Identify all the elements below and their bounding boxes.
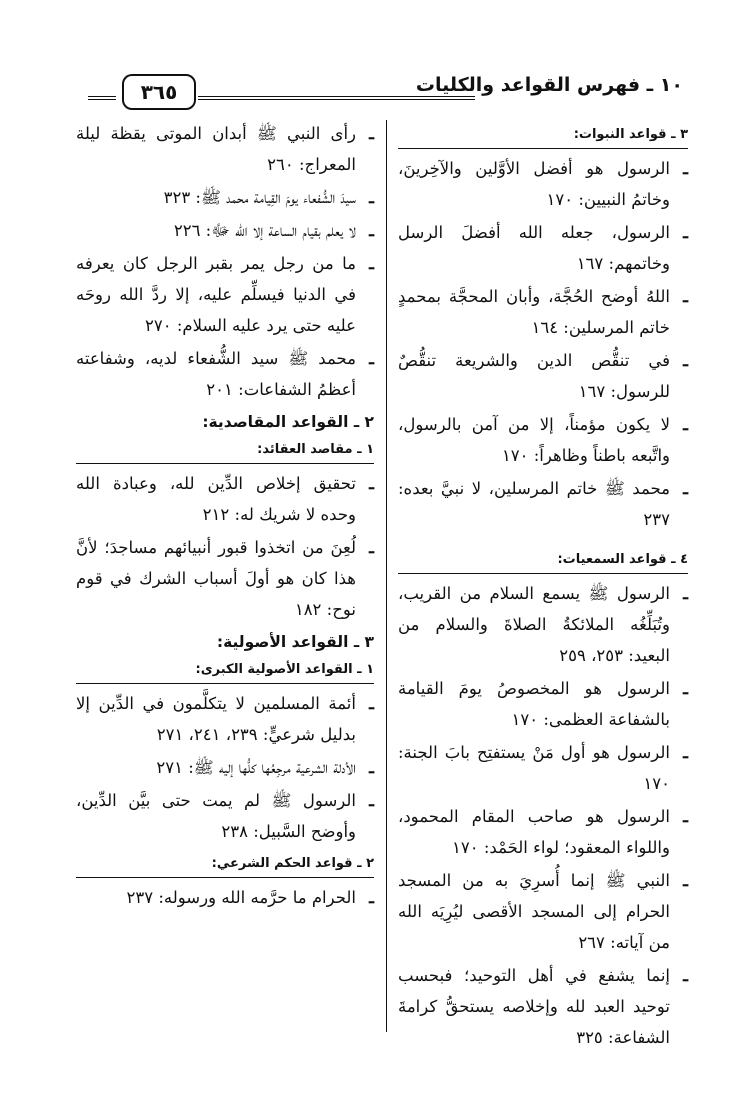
- section-heading-maqasid: ٢ ـ القواعد المقاصدية:: [202, 413, 374, 431]
- heading-rule: [398, 573, 688, 574]
- entry-text: محمد ﷺ خاتم المرسلين، لا نبيَّ بعده: ٢٣٧: [398, 479, 670, 529]
- index-entry: [398, 960, 688, 1053]
- entry-text: الرسول ﷺ لم يمت حتى بيَّن الدِّين، وأوضح السَّبيل: ٢٣٨: [76, 791, 356, 841]
- header-rule-short: [88, 96, 116, 100]
- index-entry: [398, 281, 688, 343]
- section-heading-usuliyya: ٣ ـ القواعد الأصولية:: [216, 633, 374, 651]
- index-entry: [76, 532, 374, 625]
- index-entry: [76, 752, 374, 783]
- index-entry: [76, 118, 374, 180]
- page-number: ٣٦٥: [122, 74, 196, 110]
- index-entry: [76, 343, 374, 405]
- section-heading-samiyyat: ٤ ـ قواعد السمعيات:: [557, 552, 688, 567]
- dash-bullet: ـ: [369, 124, 374, 143]
- dash-bullet: ـ: [683, 159, 688, 178]
- index-entry: [398, 801, 688, 863]
- index-entry: [76, 688, 374, 750]
- subheading-hukm: ٢ ـ قواعد الحكم الشرعي:: [211, 856, 374, 871]
- dash-bullet: ـ: [683, 966, 688, 985]
- entry-text: الرسول هو أفضل الأوَّلين والآخِرينَ، وخاتمُ النبيين: ١٧٠: [398, 159, 670, 209]
- entry-text: الحرام ما حرَّمه الله ورسوله: ٢٣٧: [126, 888, 356, 907]
- heading-rule: [76, 877, 374, 878]
- dash-bullet: ـ: [683, 351, 688, 370]
- right-column: [398, 118, 688, 1055]
- dash-bullet: ـ: [683, 287, 688, 306]
- index-entry: [398, 345, 688, 407]
- entry-text: في تنقُّص الدين والشريعة تنقُّصٌ للرسول: ١٦٧: [398, 351, 670, 401]
- index-entry: [76, 468, 374, 530]
- heading-rule: [398, 148, 688, 149]
- index-entry: [398, 473, 688, 535]
- dash-bullet: ـ: [369, 349, 374, 368]
- header-title: ١٠ ـ فهرس القواعد والكليات: [415, 74, 683, 96]
- left-column: [76, 118, 374, 915]
- dash-bullet: ـ: [369, 538, 374, 557]
- dash-bullet: ـ: [683, 584, 688, 603]
- index-entry: [398, 865, 688, 958]
- dash-bullet: ـ: [369, 694, 374, 713]
- dash-bullet: ـ: [683, 871, 688, 890]
- entry-text: الرسول، جعله الله أفضلَ الرسل وخاتمهم: ١٦٧: [398, 223, 670, 273]
- section-heading-prophethood: ٣ ـ قواعد النبوات:: [573, 127, 688, 142]
- entry-text: لا يكون مؤمناً، إلا من آمن بالرسول، واتَّبعه باطناً وظاهراً: ١٧٠: [398, 415, 670, 465]
- dash-bullet: ـ: [683, 479, 688, 498]
- index-entry: [76, 882, 374, 913]
- dash-bullet: ـ: [683, 807, 688, 826]
- entry-text: تحقيق إخلاص الدِّين لله، وعبادة الله وحده لا شريك له: ٢١٢: [76, 474, 356, 524]
- dash-bullet: ـ: [369, 474, 374, 493]
- entry-text: لا يعلم بقيام الساعة إلا الله ﷻ: ٢٢٦: [173, 221, 356, 240]
- entry-text: النبي ﷺ إنما أُسرِيَ به من المسجد الحرام إلى المسجد الأقصى ليُرِيَه الله من آياته: ٢٦٧: [398, 871, 670, 952]
- page-header: [88, 72, 683, 114]
- entry-text: أئمة المسلمين لا يتكلَّمون في الدِّين إلا بدليل شرعيٍّ: ٢٣٩، ٢٤١، ٢٧١: [76, 694, 356, 744]
- dash-bullet: ـ: [369, 254, 374, 273]
- entry-text: محمد ﷺ سيد الشُّفعاء لديه، وشفاعته أعظمُ الشفاعات: ٢٠١: [76, 349, 356, 399]
- index-entry: [76, 248, 374, 341]
- entry-text: لُعِنَ من اتخذوا قبور أنبيائهم مساجدَ؛ لأنَّ هذا كان هو أولَ أسباب الشرك في قوم نوح: ١٨٢: [76, 538, 356, 619]
- entry-text: سيدَ الشُّفعاء يومَ القِيامة محمد ﷺ: ٣٢٣: [163, 188, 356, 207]
- index-entry: [76, 182, 374, 213]
- entry-text: إنما يشفع في أهل التوحيد؛ فبحسب توحيد العبد لله وإخلاصه يستحقُّ كرامةَ الشفاعة: ٣٢٥: [398, 966, 670, 1047]
- dash-bullet: ـ: [369, 221, 374, 240]
- dash-bullet: ـ: [683, 223, 688, 242]
- entry-text: الرسول هو صاحب المقام المحمود، واللواء المعقود؛ لواء الحَمْد: ١٧٠: [398, 807, 670, 857]
- index-entry: [398, 673, 688, 735]
- entry-text: الرسول هو أول مَنْ يستفتِح بابَ الجنة: ١٧٠: [398, 743, 670, 793]
- subheading-kubra: ١ ـ القواعد الأصولية الكبرى:: [195, 662, 374, 677]
- index-entry: [398, 737, 688, 799]
- entry-text: الأدلة الشرعية مرجِعُها كلُّها إليه ﷺ: ٢٧١: [156, 758, 356, 777]
- index-entry: [398, 409, 688, 471]
- index-entry: [76, 215, 374, 246]
- dash-bullet: ـ: [683, 415, 688, 434]
- index-entry: [398, 153, 688, 215]
- entry-text: اللهُ أوضح الحُجَّة، وأبان المحجَّة بمحمدٍ خاتم المرسلين: ١٦٤: [398, 287, 670, 337]
- dash-bullet: ـ: [683, 743, 688, 762]
- entry-text: رأى النبي ﷺ أبدان الموتى يقظة ليلة المعراج: ٢٦٠: [76, 124, 356, 174]
- entry-text: ما من رجل يمر بقبر الرجل كان يعرفه في الدنيا فيسلِّم عليه، إلا ردَّ الله روحَه عليه حتى يرد عليه السلام: ٢٧٠: [76, 254, 356, 335]
- column-divider: [386, 120, 387, 1032]
- dash-bullet: ـ: [369, 888, 374, 907]
- dash-bullet: ـ: [369, 758, 374, 777]
- heading-rule: [76, 463, 374, 464]
- dash-bullet: ـ: [683, 679, 688, 698]
- entry-text: الرسول ﷺ يسمع السلام من القريب، وتُبَلِّغُه الملائكةُ الصلاةَ والسلام من البعيد: ٢٥٣، ٢٥٩: [398, 584, 670, 665]
- dash-bullet: ـ: [369, 188, 374, 207]
- heading-rule: [76, 683, 374, 684]
- entry-text: الرسول هو المخصوصُ يومَ القيامة بالشفاعة العظمى: ١٧٠: [398, 679, 670, 729]
- subheading-aqaid: ١ ـ مقاصد العقائد:: [257, 442, 374, 457]
- dash-bullet: ـ: [369, 791, 374, 810]
- index-entry: [76, 785, 374, 847]
- header-rule: [198, 96, 475, 100]
- index-entry: [398, 578, 688, 671]
- index-entry: [398, 217, 688, 279]
